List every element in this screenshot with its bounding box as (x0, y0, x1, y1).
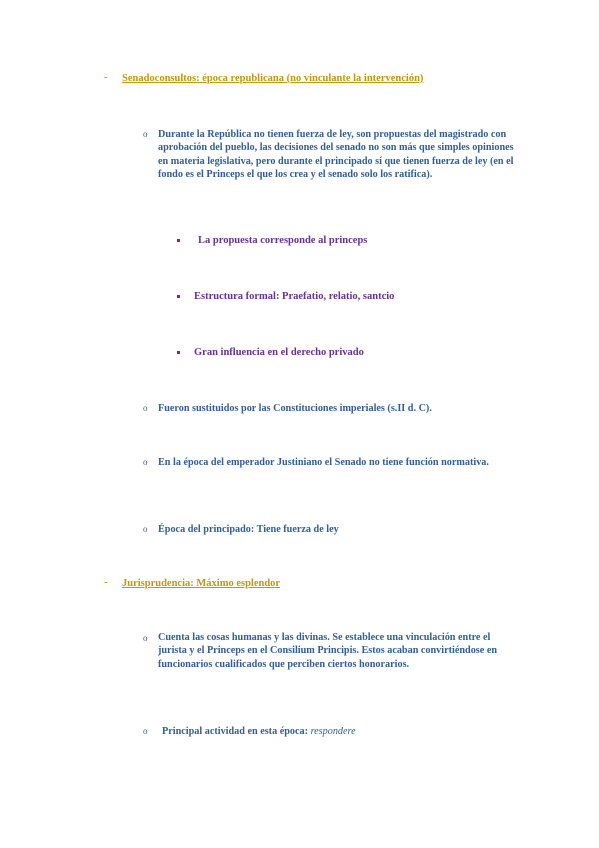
sub-list-item: Gran influencia en el derecho privado (194, 347, 364, 358)
list-item: Durante la República no tienen fuerza de ley, son propuestas del magistrado con aprobación del pueblo, las decisiones del senado no son más que simples opiniones en materia legislativa, pero durante el principado sí que tienen fuerza de ley (en el fondo es el Princeps el que los crea y el senado solo los ratifica). (158, 129, 514, 180)
square-bullet-icon (177, 239, 180, 242)
list-item: En la época del emperador Justiniano el Senado no tiene función normativa. (158, 457, 489, 468)
list-item (162, 725, 522, 738)
sub-list-item: La propuesta corresponde al princeps (198, 235, 368, 246)
circle-bullet-icon: o (143, 726, 148, 736)
list-item: Cuenta las cosas humanas y las divinas. Se establece una vinculación entre el jurista y el Princeps en el Consilium Principis. Estos acaban convirtiéndose en funcionarios cualificados que perciben ciertos honorarios. (158, 632, 498, 670)
circle-bullet-icon: o (143, 524, 148, 534)
circle-bullet-icon: o (143, 403, 148, 413)
list-item: Fueron sustituidos por las Constituciones imperiales (s.II d. C). (158, 403, 432, 414)
section-dash: - (104, 72, 108, 83)
circle-bullet-icon: o (143, 633, 148, 643)
emphasis-word: respondere (310, 726, 356, 737)
section-dash: - (104, 577, 108, 588)
sub-list-item: Estructura formal: Praefatio, relatio, santcio (194, 291, 395, 302)
section-heading-jurisprudencia: Jurisprudencia: Máximo esplendor (122, 578, 281, 589)
circle-bullet-icon: o (143, 457, 148, 467)
square-bullet-icon (177, 351, 180, 354)
list-item-text: Principal actividad en esta época: (162, 726, 309, 737)
square-bullet-icon (177, 295, 180, 298)
list-item: Época del principado: Tiene fuerza de ley (158, 524, 339, 535)
section-heading-senadoconsultos: Senadoconsultos: época republicana (no vinculante la intervención) (122, 73, 424, 84)
circle-bullet-icon: o (143, 129, 148, 139)
